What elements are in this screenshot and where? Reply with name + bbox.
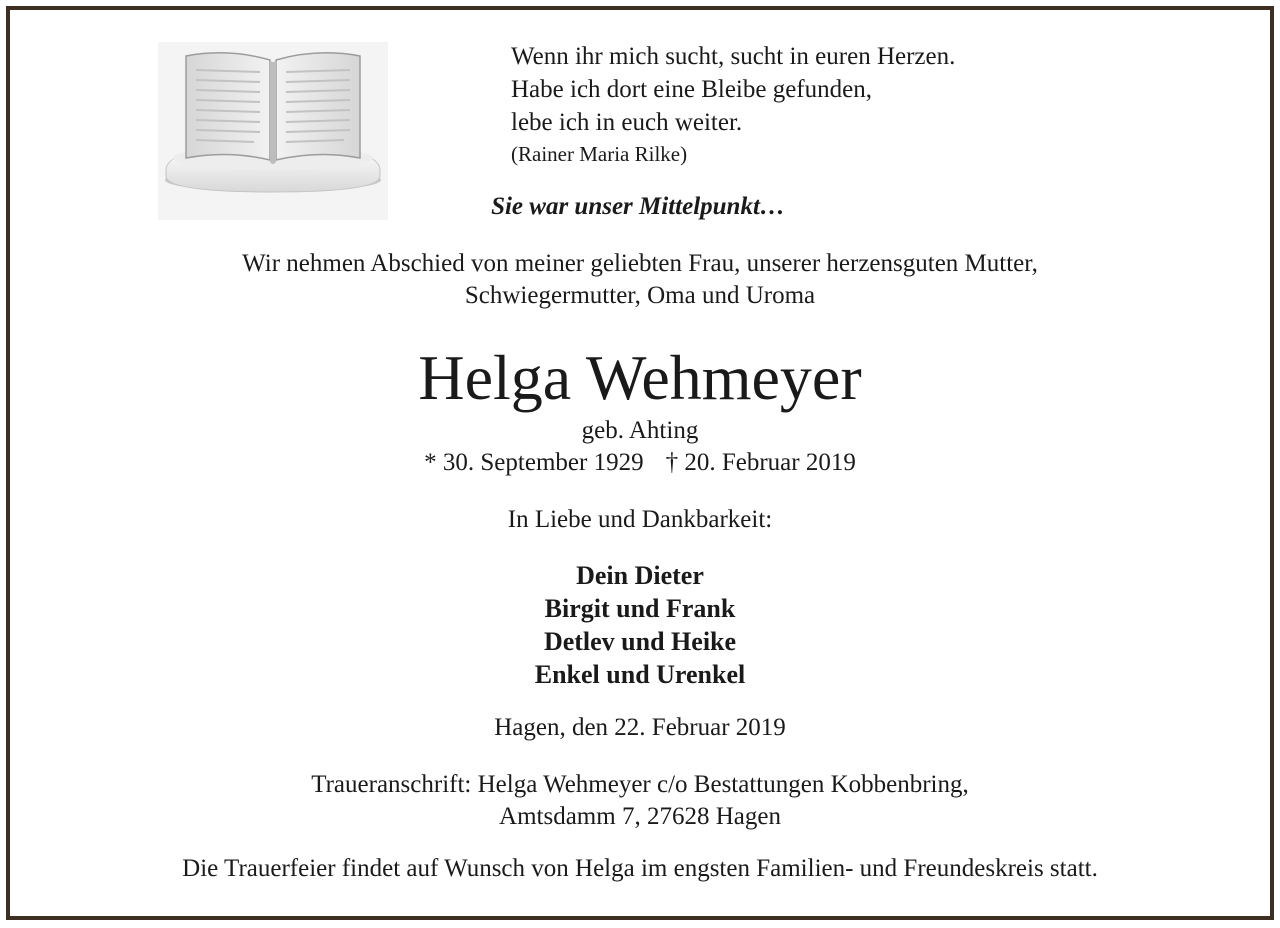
farewell-line: Schwiegermutter, Oma und Uroma	[464, 282, 816, 309]
family-list	[0, 559, 1280, 691]
place-date: Hagen, den 22. Februar 2019	[494, 714, 786, 741]
farewell-text	[0, 248, 1280, 312]
ceremony-note: Die Trauerfeier findet auf Wunsch von Helga im engsten Familien- und Freundeskreis statt.	[182, 855, 1098, 882]
life-dates	[0, 449, 1280, 477]
family-member: Birgit und Frank	[544, 594, 736, 623]
birth-name: geb. Ahting	[581, 417, 699, 444]
poem-line: lebe ich in euch weiter.	[511, 109, 743, 136]
birth-date: * 30. September 1929	[424, 449, 644, 476]
mourning-address	[0, 769, 1280, 833]
farewell-line: Wir nehmen Abschied von meiner geliebten Frau, unserer herzensguten Mutter,	[242, 250, 1038, 277]
poem-line: Wenn ihr mich sucht, sucht in euren Herzen.	[511, 43, 956, 70]
poem-author: (Rainer Maria Rilke)	[511, 142, 688, 166]
address-line: Traueranschrift: Helga Wehmeyer c/o Bestattungen Kobbenbring,	[311, 771, 969, 798]
family-member: Dein Dieter	[576, 561, 704, 590]
deceased-name: Helga Wehmeyer	[418, 342, 862, 413]
family-member: Detlev und Heike	[543, 627, 737, 656]
love-line: In Liebe und Dankbarkeit:	[507, 506, 773, 533]
address-line: Amtsdamm 7, 27628 Hagen	[499, 803, 781, 830]
poem-line: Habe ich dort eine Bleibe gefunden,	[511, 76, 872, 103]
death-date: † 20. Februar 2019	[665, 449, 856, 476]
poem-quote	[511, 40, 955, 169]
family-member: Enkel und Urenkel	[534, 660, 746, 689]
motto: Sie war unser Mittelpunkt…	[491, 193, 785, 220]
